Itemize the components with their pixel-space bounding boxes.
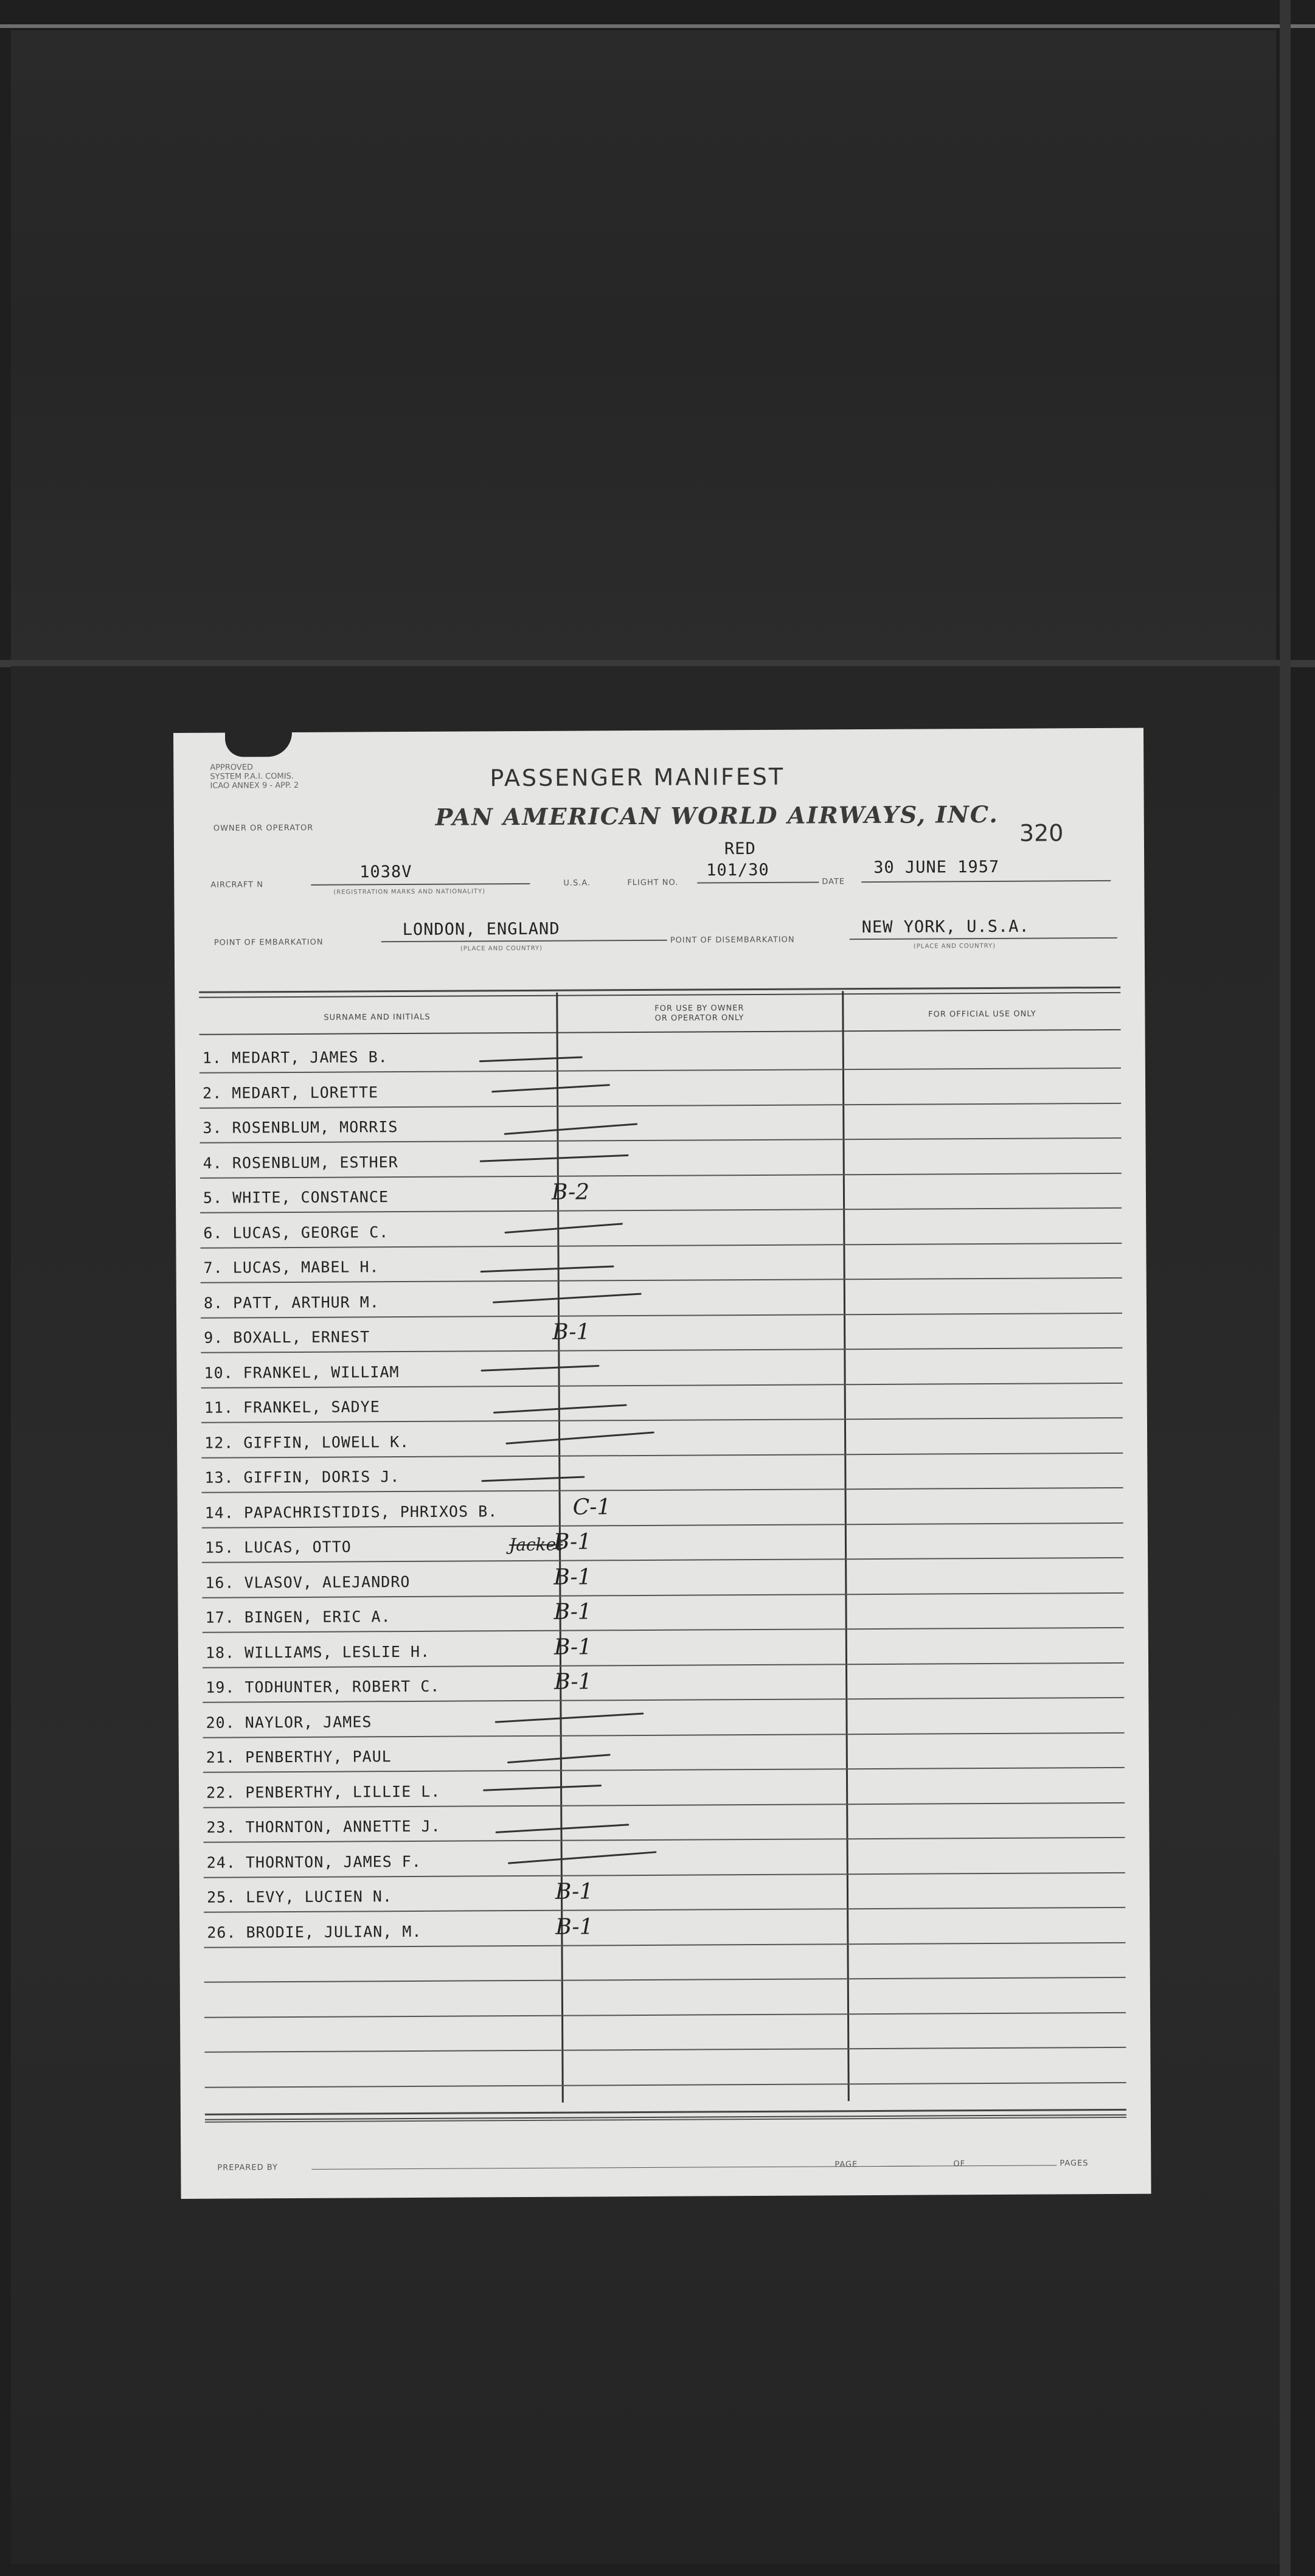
prepared-by-underline [311,2166,920,2170]
row-rule [203,1697,1124,1703]
approval-stamp [210,763,299,791]
header-rule [200,1029,1121,1035]
stamp-line: APPROVED [210,763,254,772]
visa-mark: B-1 [554,1669,592,1695]
row-rule [204,1872,1125,1878]
airline-name: PAN AMERICAN WORLD AIRWAYS, INC. [435,800,999,831]
passenger-name: 15. LUCAS, OTTO [204,1538,352,1557]
torn-corner [225,727,292,757]
row-rule [204,1977,1126,1983]
passenger-name: 21. PENBERTHY, PAUL [206,1748,392,1766]
disembarkation-underline [850,937,1117,940]
passenger-name: 7. LUCAS, MABEL H. [203,1258,380,1277]
passenger-name: 11. FRANKEL, SADYE [204,1398,380,1417]
visa-mark: B-1 [553,1599,592,1625]
visa-mark: B-1 [555,1914,594,1940]
date-underline [861,880,1111,883]
row-rule [201,1347,1122,1353]
row-rule [200,1102,1121,1108]
passenger-name: 6. LUCAS, GEORGE C. [203,1223,389,1242]
pen-stroke [481,1476,585,1482]
film-edge [0,24,1315,28]
date-value: 30 JUNE 1957 [873,857,1000,877]
pen-stroke [479,1057,583,1063]
row-rule [203,1732,1125,1738]
passenger-name: 22. PENBERTHY, LILLIE L. [206,1782,441,1802]
embarkation-label: POINT OF EMBARKATION [213,937,324,948]
aircraft-sub: (REGISTRATION MARKS AND NATIONALITY) [333,888,486,896]
pen-stroke [507,1754,611,1763]
column-header-owner [558,1003,841,1024]
aircraft-underline [311,883,530,886]
row-rule [200,1172,1122,1178]
passenger-name: 3. ROSENBLUM, MORRIS [203,1118,398,1137]
flight-annotation: RED [724,839,756,859]
column-divider [842,991,850,2101]
visa-mark: B-1 [553,1529,592,1555]
row-rule [200,1207,1122,1213]
pen-stroke [483,1784,602,1791]
disembarkation-value: NEW YORK, U.S.A. [861,917,1030,937]
visa-mark: B-1 [553,1634,592,1660]
aircraft-value: 1038V [359,862,412,882]
passenger-name: 19. TODHUNTER, ROBERT C. [206,1677,440,1696]
passenger-name: 2. MEDART, LORETTE [203,1083,379,1102]
row-rule [202,1487,1123,1493]
of-underline [977,2165,1057,2166]
row-rule [200,1068,1121,1074]
disembarkation-sub: (PLACE AND COUNTRY) [913,942,996,950]
struck-scribble: Jacket [508,1534,563,1555]
film-border-right [1280,0,1291,2576]
embarkation-sub: (PLACE AND COUNTRY) [460,945,543,953]
passenger-name: 13. GIFFIN, DORIS J. [204,1468,400,1487]
row-rule [201,1277,1122,1283]
pen-stroke [481,1364,599,1371]
column-header-names: SURNAME AND INITIALS [324,1012,431,1022]
pen-stroke [493,1293,642,1303]
film-frame-top [11,30,1276,660]
pen-stroke [495,1712,644,1723]
row-rule [200,1242,1122,1248]
prepared-by-label: PREPARED BY [217,2163,278,2173]
visa-mark: B-2 [551,1179,590,1205]
passenger-name: 16. VLASOV, ALEJANDRO [205,1572,411,1592]
pen-stroke [481,1265,614,1272]
flight-value: 101/30 [706,860,769,880]
aircraft-label: AIRCRAFT N [210,880,263,890]
passenger-name: 4. ROSENBLUM, ESTHER [203,1153,398,1172]
row-rule [203,1627,1124,1633]
visa-mark: B-1 [552,1319,591,1345]
pen-stroke [480,1154,629,1162]
row-rule [204,1942,1125,1948]
row-rule [204,2012,1126,2018]
row-rule [200,1137,1122,1144]
pen-stroke [508,1851,657,1864]
page-number: 320 [1019,819,1064,847]
row-rule [202,1592,1123,1598]
column-header-official: FOR OFFICIAL USE ONLY [928,1009,1036,1019]
visa-mark: C-1 [572,1494,611,1520]
visa-mark: B-1 [555,1879,594,1904]
owner-label: OWNER OR OPERATOR [213,823,314,833]
stamp-line: SYSTEM P.A.I. COMIS. [210,771,294,782]
passenger-name: 23. THORNTON, ANNETTE J. [206,1817,441,1836]
flight-underline [697,881,819,883]
row-rule [201,1312,1122,1318]
passenger-name: 24. THORNTON, JAMES F. [206,1852,422,1872]
flight-label: FLIGHT NO. [627,878,679,888]
row-rule [203,1767,1125,1773]
row-rule [201,1382,1123,1388]
passenger-name: 25. LEVY, LUCIEN N. [206,1887,393,1906]
passenger-name: 5. WHITE, CONSTANCE [203,1188,389,1207]
row-rule [202,1522,1123,1528]
column-header-owner-line: FOR USE BY OWNER [654,1004,744,1013]
aircraft-country: U.S.A. [563,878,591,888]
embarkation-value: LONDON, ENGLAND [402,919,560,940]
disembarkation-label: POINT OF DISEMBARKATION [670,935,795,945]
passenger-name: 26. BRODIE, JULIAN, M. [207,1922,422,1942]
passenger-name: 18. WILLIAMS, LESLIE H. [205,1642,431,1662]
stamp-line: ICAO ANNEX 9 - APP. 2 [210,780,299,791]
row-rule [204,2047,1126,2053]
row-rule [204,1907,1125,1913]
passenger-name: 17. BINGEN, ERIC A. [205,1608,391,1626]
visa-mark: B-1 [553,1564,592,1590]
table-top-rule [199,992,1120,998]
pen-stroke [504,1123,638,1134]
pen-stroke [491,1084,610,1092]
embarkation-underline [381,940,667,942]
form-title: PASSENGER MANIFEST [490,763,785,792]
row-rule [202,1557,1123,1563]
row-rule [205,2081,1126,2088]
row-rule [204,1837,1125,1843]
passenger-name: 12. GIFFIN, LOWELL K. [204,1432,410,1452]
passenger-name: 1. MEDART, JAMES B. [202,1048,388,1067]
pen-stroke [504,1223,623,1234]
passenger-name: 14. PAPACHRISTIDIS, PHRIXOS B. [204,1502,498,1522]
passenger-name: 9. BOXALL, ERNEST [204,1328,370,1347]
row-rule [201,1452,1123,1458]
column-header-owner-line: OR OPERATOR ONLY [654,1013,744,1023]
passenger-name: 8. PATT, ARTHUR M. [203,1293,380,1312]
date-label: DATE [822,877,845,887]
manifest-sheet [173,728,1151,2199]
row-rule [203,1802,1125,1808]
pages-label: PAGES [1060,2159,1089,2168]
row-rule [203,1662,1124,1668]
pen-stroke [505,1431,654,1444]
row-rule [201,1417,1123,1423]
of-label: OF [953,2159,966,2169]
passenger-name: 20. NAYLOR, JAMES [206,1712,372,1732]
passenger-name: 10. FRANKEL, WILLIAM [204,1363,400,1382]
page-label: PAGE [834,2160,858,2170]
